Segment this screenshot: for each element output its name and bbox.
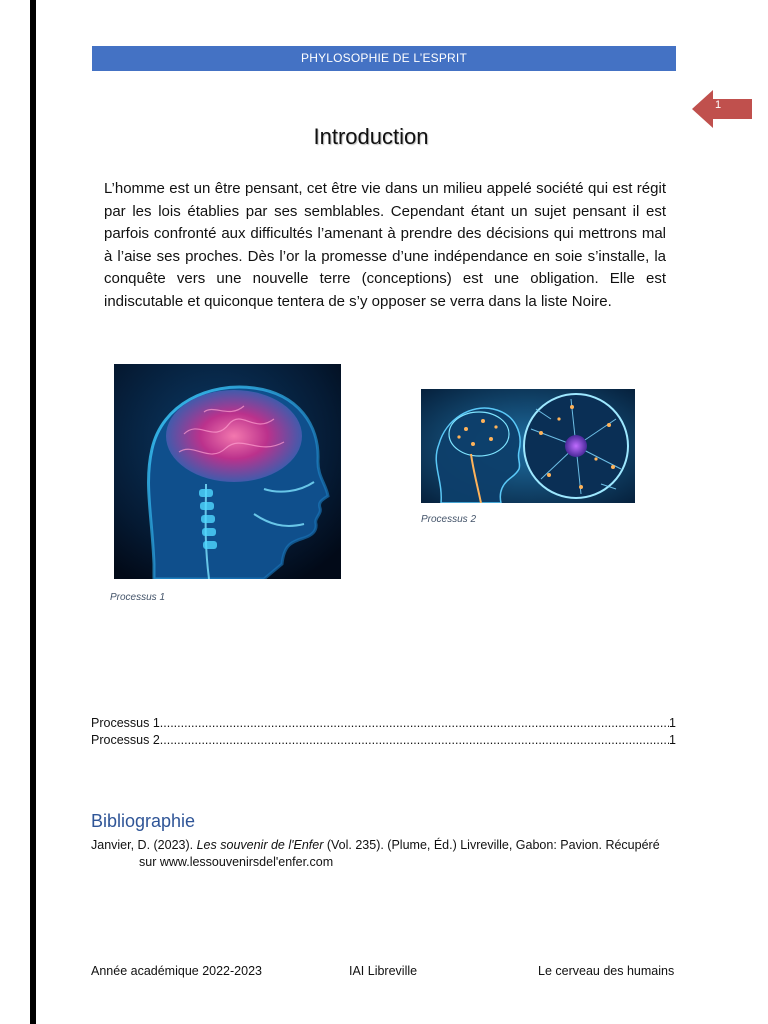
toc-entry[interactable] <box>91 733 676 750</box>
table-of-figures <box>91 716 676 750</box>
footer-institution: IAI Libreville <box>349 964 418 978</box>
figure-brain-neurons <box>421 389 635 503</box>
running-header <box>92 46 676 71</box>
bibliography-entry-book-title: Les souvenir de l'Enfer <box>196 838 324 852</box>
toc-entry-label: Processus 2 <box>91 733 160 747</box>
bibliography-entry-publication: (Vol. 235). (Plume, Éd.) Livreville, Gabon: Pavion. Récupéré sur www.lessouvenirsdel'enfer.com <box>139 838 660 869</box>
section-title: Introduction <box>313 124 429 149</box>
bibliography-entry <box>91 837 676 871</box>
toc-entry-page: 1 <box>669 716 676 730</box>
toc-entry-page: 1 <box>669 733 676 747</box>
page-number: 1 <box>714 99 722 111</box>
figure-caption-2: Processus 2 <box>421 514 477 525</box>
figure-caption-1: Processus 1 <box>110 592 166 603</box>
header-text: PHYLOSOPHIE DE L’ESPRIT <box>301 51 467 65</box>
bibliography-entry-authors: Janvier, D. (2023). <box>91 838 197 852</box>
intro-paragraph: L’homme est un être pensant, cet être vie dans un milieu appelé société qui est régit par les lois établies par ses semblables. Cependant étant un sujet pensant il est parfois confronté aux difficultés l’amenant à prendre des décisions qui mettrons mal à l’aise ses proches. Dès l’or la promesse d’une indépendance en soie s’installe, la conquête vers une nouvelle terre (conceptions) est une obligation. Elle est indiscutable et quiconque tentera de s’y opposer se verra dans la liste Noire. <box>104 180 666 310</box>
footer-document-title: Le cerveau des humains <box>538 964 675 978</box>
footer-academic-year: Année académique 2022-2023 <box>91 964 262 978</box>
toc-entry[interactable] <box>91 716 676 733</box>
toc-leader-dots <box>160 733 669 747</box>
toc-leader-dots <box>160 716 669 730</box>
figure-brain-head <box>114 364 341 579</box>
page-left-border <box>30 0 36 1024</box>
bibliography-heading: Bibliographie <box>91 811 196 831</box>
toc-entry-label: Processus 1 <box>91 716 160 730</box>
